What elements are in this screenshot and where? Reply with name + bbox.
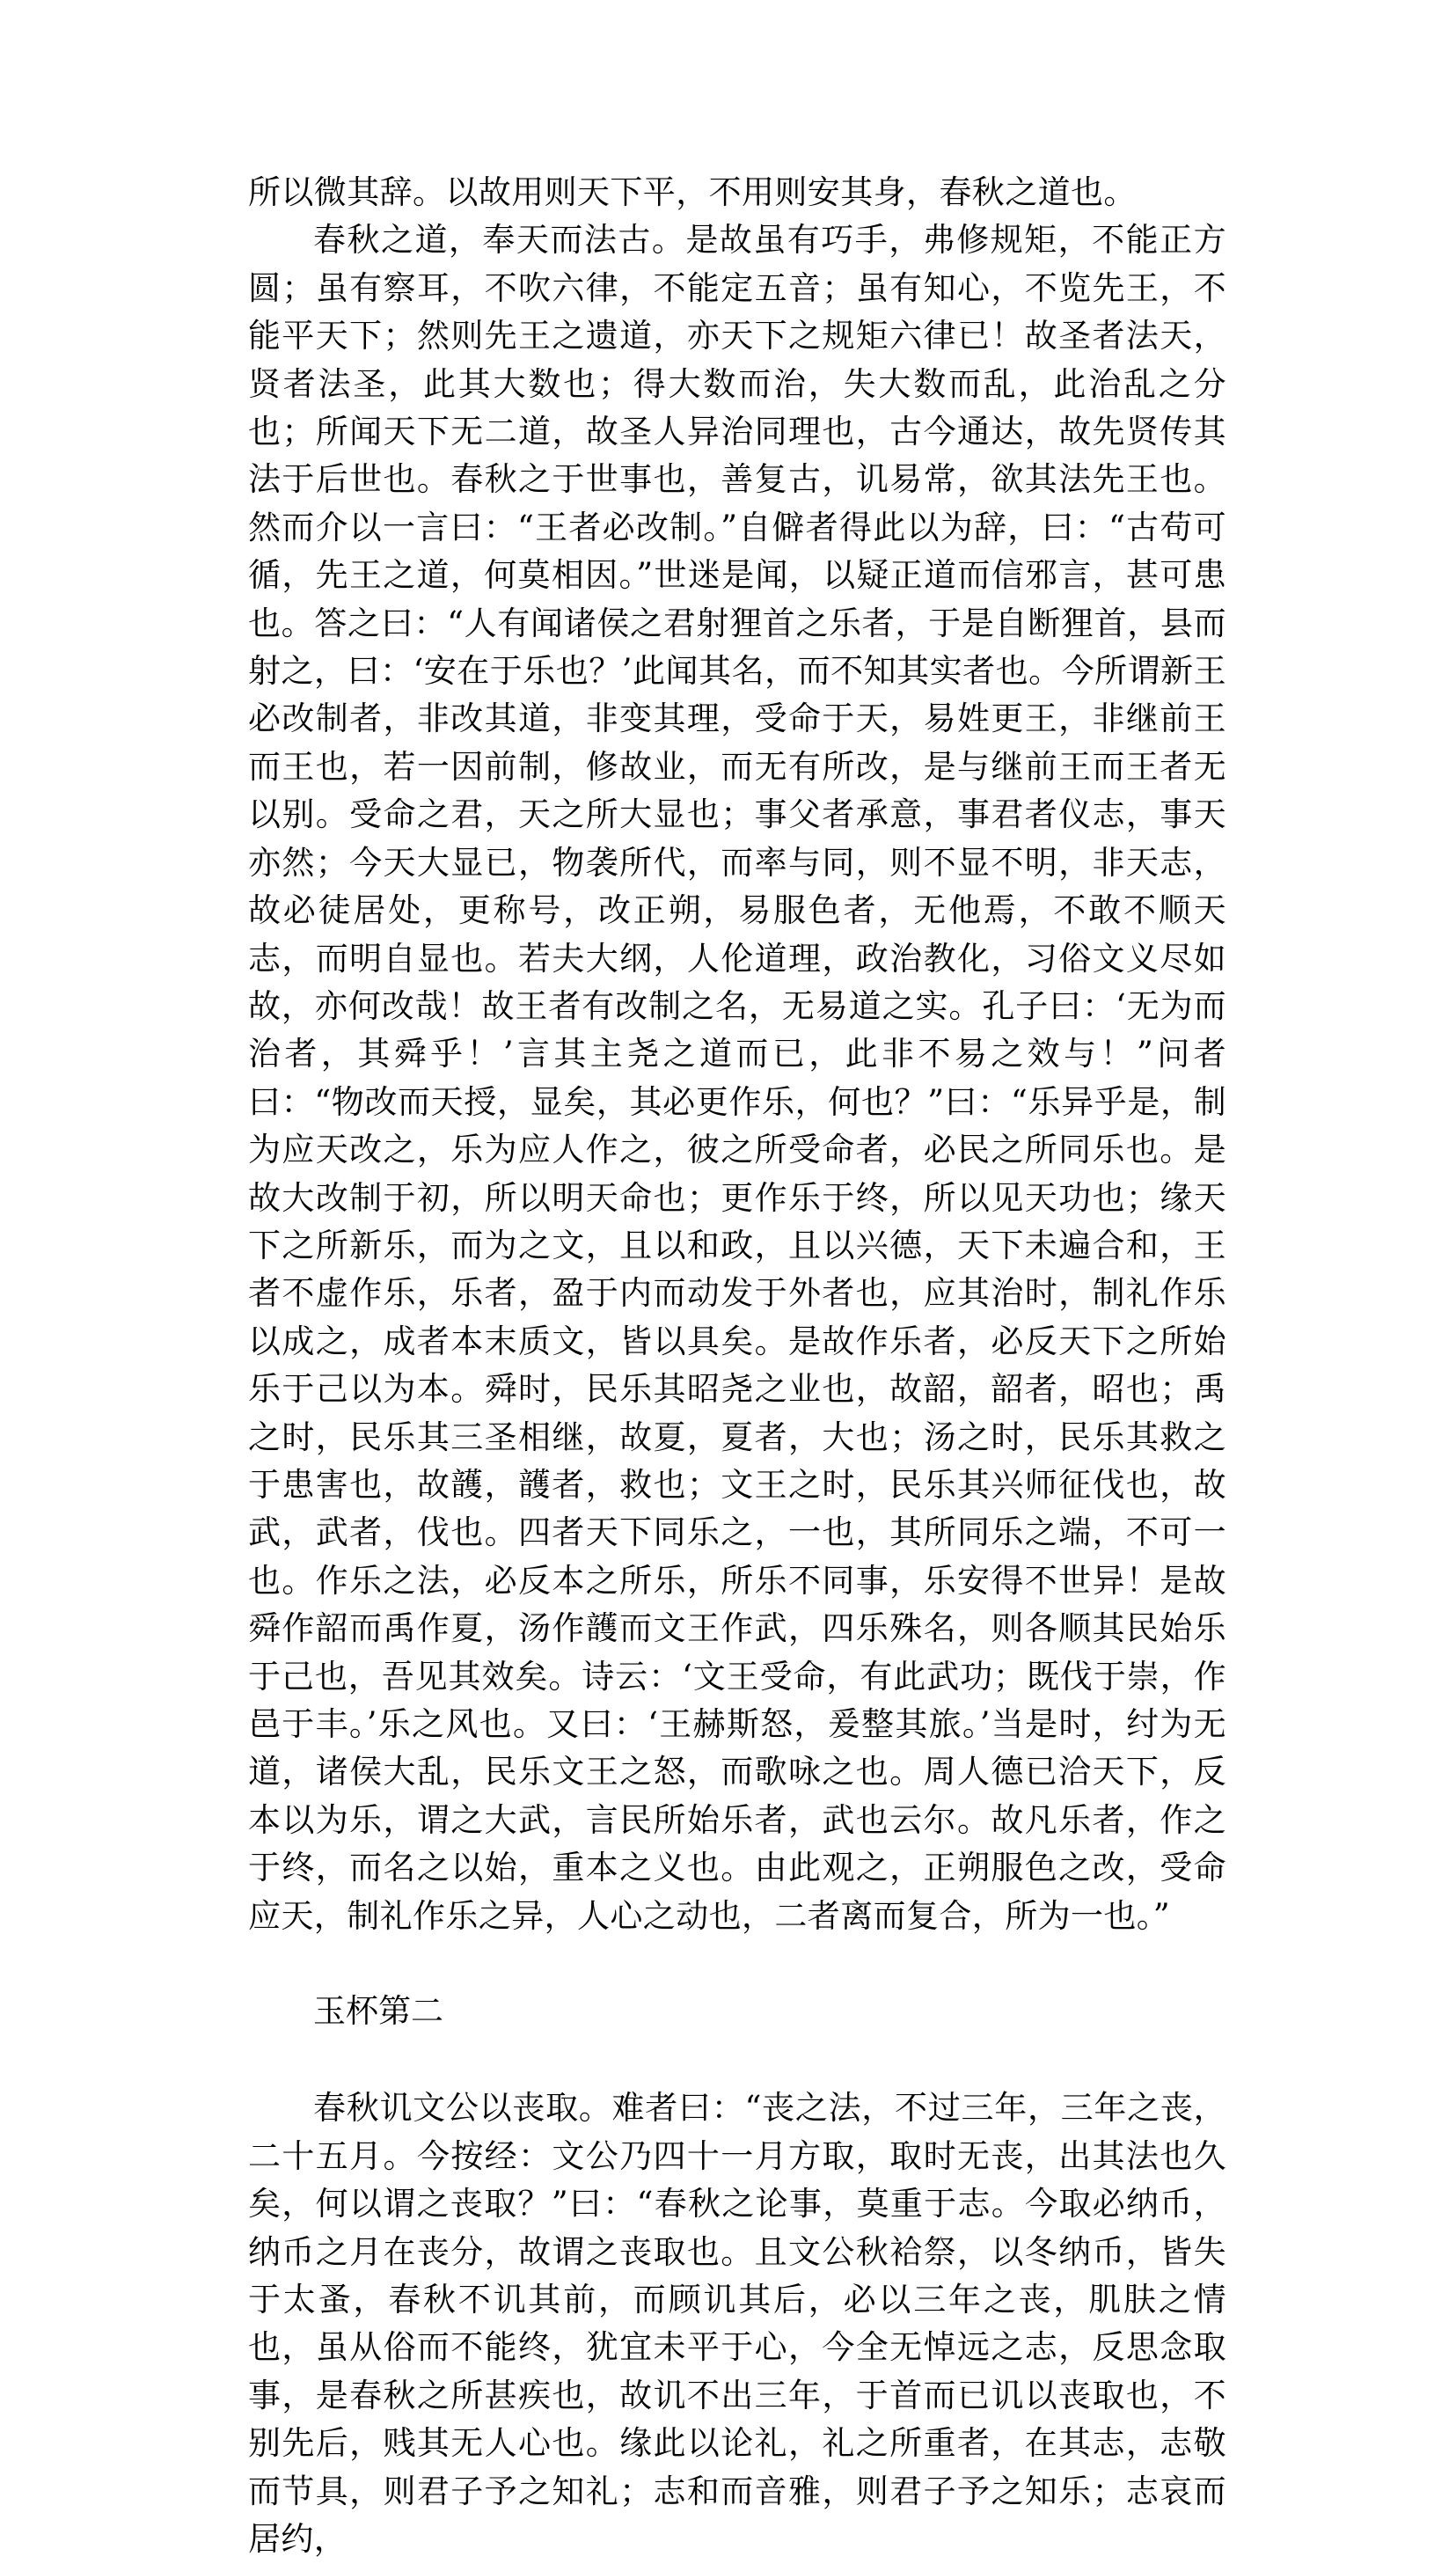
spacer [248, 1940, 1226, 1988]
paragraph-wen-gong: 春秋讥文公以丧取。难者曰：“丧之法，不过三年，三年之丧，二十五月。今按经：文公乃四十一月方取，取时无丧，出其法也久矣，何以谓之丧取？”曰：“春秋之论事，莫重于志。今取必纳币，纳币之月在丧分，故谓之丧取也。且文公秋袷祭，以冬纳币，皆失于太蚤，春秋不讥其前，而顾讥其后，必以三年之丧，肌肤之情也，虽从俗而不能终，犹宜未平于心，今全无悼远之志，反思念取事，是春秋之所甚疾也，故讥不出三年，于首而已讥以丧取也，不别先后，贱其无人心也。缘此以论礼，礼之所重者，在其志，志敬而节具，则君子予之知礼；志和而音雅，则君子予之知乐；志哀而居约， [248, 2089, 1226, 2559]
paragraph-continuation: 所以微其辞。以故用则天下平，不用则安其身，春秋之道也。 [248, 173, 1137, 211]
document-page [248, 169, 1226, 2564]
section-heading: 玉杯第二 [313, 1992, 443, 2031]
spacer [248, 2035, 1226, 2084]
paragraph-chunqiu-dao: 春秋之道，奉天而法古。是故虽有巧手，弗修规矩，不能正方圆；虽有察耳，不吹六律，不能定五音；虽有知心，不览先王，不能平天下；然则先王之遗道，亦天下之规矩六律已！故圣者法天，贤者法圣，此其大数也；得大数而治，失大数而乱，此治乱之分也；所闻天下无二道，故圣人异治同理也，古今通达，故先贤传其法于后世也。春秋之于世事也，善复古，讥易常，欲其法先王也。然而介以一言曰：“王者必改制。”自僻者得此以为辞，曰：“古苟可循，先王之道，何莫相因。”世迷是闻，以疑正道而信邪言，甚可患也。答之曰：“人有闻诸侯之君射狸首之乐者，于是自断狸首，县而射之，曰：‘安在于乐也？’此闻其名，而不知其实者也。今所谓新王必改制者，非改其道，非变其理，受命于天，易姓更王，非继前王而王也，若一因前制，修故业，而无有所改，是与继前王而王者无以别。受命之君，天之所大显也；事父者承意，事君者仪志，事天亦然；今天大显已，物袭所代，而率与同，则不显不明，非天志，故必徒居处，更称号，改正朔，易服色者，无他焉，不敢不顺天志，而明自显也。若夫大纲，人伦道理，政治教化，习俗文义尽如故，亦何改哉！故王者有改制之名，无易道之实。孔子曰：‘无为而治者，其舜乎！’言其主尧之道而已，此非不易之效与！”问者曰：“物改而天授，显矣，其必更作乐，何也？”曰：“乐异乎是，制为应天改之，乐为应人作之，彼之所受命者，必民之所同乐也。是故大改制于初，所以明天命也；更作乐于终，所以见天功也；缘天下之所新乐，而为之文，且以和政，且以兴德，天下未遍合和，王者不虚作乐，乐者，盈于内而动发于外者也，应其治时，制礼作乐以成之，成者本末质文，皆以具矣。是故作乐者，必反天下之所始乐于己以为本。舜时，民乐其昭尧之业也，故韶，韶者，昭也；禹之时，民乐其三圣相继，故夏，夏者，大也；汤之时，民乐其救之于患害也，故頀，頀者，救也；文王之时，民乐其兴师征伐也，故武，武者，伐也。四者天下同乐之，一也，其所同乐之端，不可一也。作乐之法，必反本之所乐，所乐不同事，乐安得不世异！是故舜作韶而禹作夏，汤作頀而文王作武，四乐殊名，则各顺其民始乐于己也，吾见其效矣。诗云：‘文王受命，有此武功；既伐于崇，作邑于丰。’乐之风也。又曰：‘王赫斯怒，爰整其旅。’当是时，纣为无道，诸侯大乱，民乐文王之怒，而歌咏之也。周人德已洽天下，反本以为乐，谓之大武，言民所始乐者，武也云尔。故凡乐者，作之于终，而名之以始，重本之义也。由此观之，正朔服色之改，受命应天，制礼作乐之异，人心之动也，二者离而复合，所为一也。” [248, 221, 1227, 1935]
